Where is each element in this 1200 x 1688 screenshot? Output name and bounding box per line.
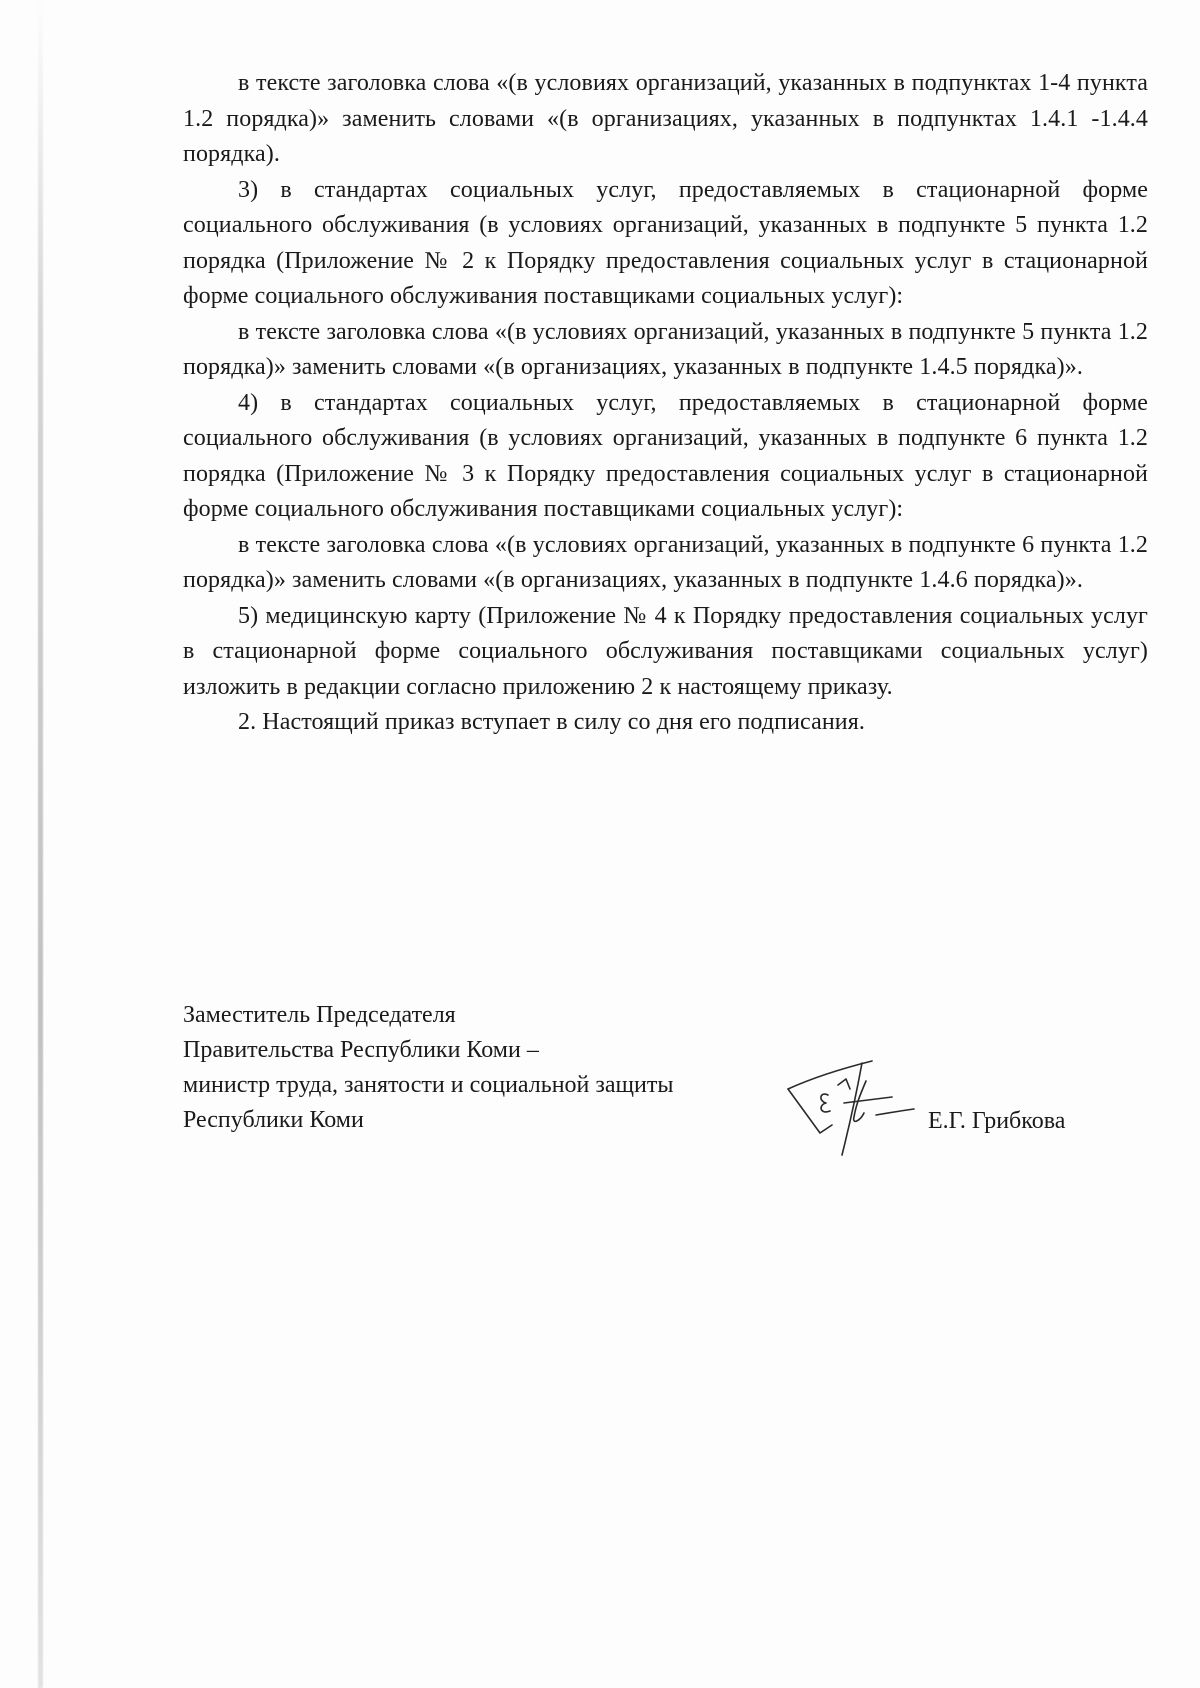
- signer-title-line: Заместитель Председателя: [183, 1002, 456, 1028]
- paragraph: в тексте заголовка слова «(в условиях организаций, указанных в подпункте 6 пункта 1.2 порядка)» заменить словами «(в организациях, указанных в подпункте 1.4.6 порядка)».: [183, 531, 1148, 593]
- signer-title-block: [183, 998, 763, 1138]
- handwritten-signature: [780, 1055, 930, 1165]
- paragraph: в тексте заголовка слова «(в условиях организаций, указанных в подпунктах 1-4 пункта 1.2 порядка)» заменить словами «(в организациях, указанных в подпунктах 1.4.1 -1.4.4 порядка).: [183, 70, 1148, 167]
- document-body: [183, 66, 1148, 741]
- signer-title-line: Республики Коми: [183, 1107, 364, 1133]
- paragraph: 2. Настоящий приказ вступает в силу со дня его подписания.: [238, 709, 865, 735]
- signer-title-line: Правительства Республики Коми –: [183, 1037, 539, 1063]
- paragraph: 4) в стандартах социальных услуг, предоставляемых в стационарной форме социального обслуживания (в условиях организаций, указанных в подпункте 6 пункта 1.2 порядка (Приложение № 3 к Порядку предоставления социальных услуг в стационарной форме социального обслуживания поставщиками социальных услуг):: [183, 389, 1148, 522]
- signer-title-line: министр труда, занятости и социальной защиты: [183, 1072, 674, 1098]
- paragraph: 5) медицинскую карту (Приложение № 4 к Порядку предоставления социальных услуг в стационарной форме социального обслуживания поставщиками социальных услуг) изложить в редакции согласно приложению 2 к настоящему приказу.: [183, 602, 1148, 700]
- paragraph: в тексте заголовка слова «(в условиях организаций, указанных в подпункте 5 пункта 1.2 порядка)» заменить словами «(в организациях, указанных в подпункте 1.4.5 порядка)».: [183, 318, 1148, 380]
- signer-name: Е.Г. Грибкова: [928, 1108, 1066, 1134]
- paragraph: 3) в стандартах социальных услуг, предоставляемых в стационарной форме социального обслуживания (в условиях организаций, указанных в подпункте 5 пункта 1.2 порядка (Приложение № 2 к Порядку предоставления социальных услуг в стационарной форме социального обслуживания поставщиками социальных услуг):: [183, 176, 1148, 309]
- scan-edge-shadow: [38, 0, 43, 1688]
